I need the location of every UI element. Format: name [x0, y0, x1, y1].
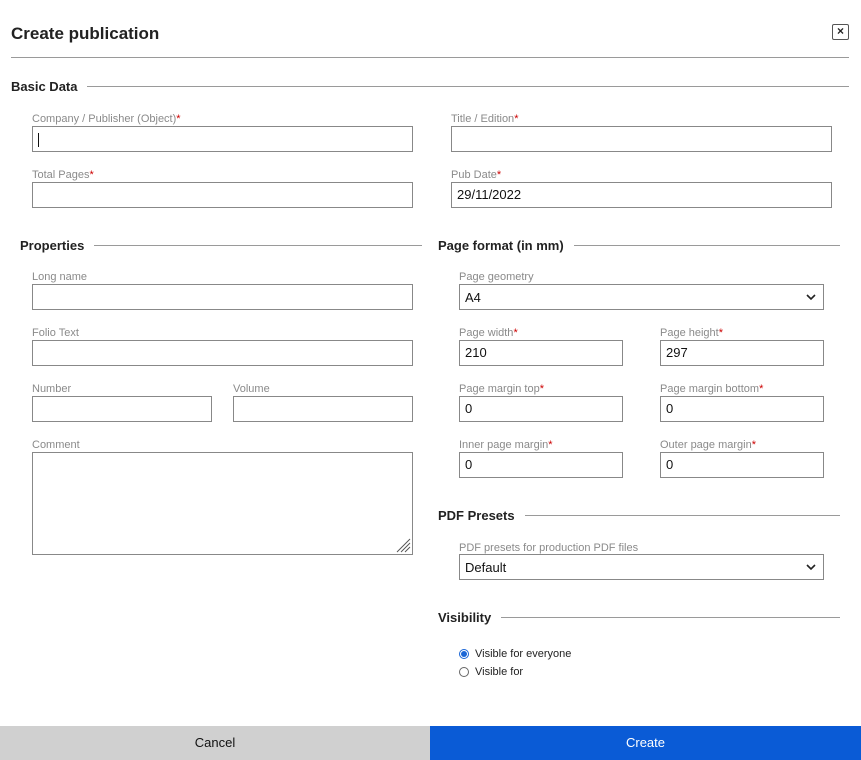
required-marker: * — [513, 327, 518, 339]
section-page-format — [438, 238, 840, 253]
field-label-text: Page margin bottom — [660, 383, 760, 395]
comment-label: Comment — [32, 439, 80, 451]
field-label-text: Page margin top — [459, 383, 540, 395]
margin-bottom-label — [660, 383, 763, 395]
outer-margin-input[interactable] — [660, 452, 824, 478]
section-divider — [525, 515, 840, 516]
margin-top-input[interactable] — [459, 396, 623, 422]
title-edition-input[interactable] — [451, 126, 832, 152]
radio-label: Visible for everyone — [475, 648, 572, 660]
section-title: Properties — [20, 238, 85, 253]
section-basic-data — [11, 79, 849, 94]
create-button[interactable]: Create — [430, 726, 861, 760]
radio-label: Visible for — [475, 666, 524, 678]
required-marker: * — [514, 113, 519, 125]
total-pages-label — [32, 169, 94, 181]
field-label-text: Page width — [459, 327, 514, 339]
comment-textarea[interactable] — [32, 452, 413, 555]
long-name-label: Long name — [32, 271, 88, 283]
select-value: Default — [465, 560, 507, 575]
select-value: A4 — [465, 290, 481, 305]
section-divider — [574, 245, 840, 246]
field-label-text: Title / Edition — [451, 113, 515, 125]
text-caret — [38, 133, 39, 147]
section-title: PDF Presets — [438, 508, 515, 523]
input-value: 210 — [465, 345, 487, 360]
total-pages-input[interactable] — [32, 182, 413, 208]
field-label-text: Page height — [660, 327, 719, 339]
margin-top-label — [459, 383, 544, 395]
section-divider — [501, 617, 840, 618]
input-value: 29/11/2022 — [457, 187, 522, 202]
section-properties — [20, 238, 422, 253]
margin-bottom-input[interactable] — [660, 396, 824, 422]
field-label-text: Inner page margin — [459, 439, 549, 451]
chevron-down-icon — [805, 291, 817, 303]
dialog-title: Create publication — [11, 24, 160, 43]
required-marker: * — [718, 327, 723, 339]
folio-text-input[interactable] — [32, 340, 413, 366]
outer-margin-label — [660, 439, 756, 451]
field-label-text: Pub Date — [451, 169, 497, 181]
input-value: 0 — [666, 401, 674, 416]
section-pdf-presets — [438, 508, 840, 523]
required-marker: * — [759, 383, 764, 395]
inner-margin-label — [459, 439, 553, 451]
required-marker: * — [751, 439, 756, 451]
page-height-label — [660, 327, 723, 339]
section-title: Basic Data — [11, 79, 78, 94]
volume-label: Volume — [233, 383, 270, 395]
visibility-option-everyone[interactable] — [459, 648, 571, 660]
resize-grip-icon[interactable] — [393, 535, 411, 553]
required-marker: * — [89, 169, 94, 181]
title-edition-label — [451, 113, 518, 125]
required-marker: * — [539, 383, 544, 395]
field-label-text: Company / Publisher (Object) — [32, 113, 177, 125]
page-geometry-label: Page geometry — [459, 271, 534, 283]
number-label: Number — [32, 383, 72, 395]
radio-unchecked-icon[interactable] — [459, 667, 469, 677]
section-title: Visibility — [438, 610, 492, 625]
section-divider — [87, 86, 849, 87]
field-label-text: Total Pages — [32, 169, 90, 181]
section-title: Page format (in mm) — [438, 238, 564, 253]
folio-text-label: Folio Text — [32, 327, 79, 339]
company-label — [32, 113, 181, 125]
required-marker: * — [176, 113, 181, 125]
long-name-input[interactable] — [32, 284, 413, 310]
close-button[interactable] — [832, 24, 849, 40]
company-input[interactable] — [32, 126, 413, 152]
visibility-option-visible-for[interactable] — [459, 666, 523, 678]
section-divider — [94, 245, 422, 246]
input-value: 297 — [666, 345, 688, 360]
page-width-label — [459, 327, 518, 339]
radio-checked-icon[interactable] — [459, 649, 469, 659]
pdf-preset-label: PDF presets for production PDF files — [459, 542, 639, 554]
required-marker: * — [496, 169, 502, 181]
close-icon: × — [836, 24, 844, 38]
volume-input[interactable] — [233, 396, 413, 422]
page-height-input[interactable] — [660, 340, 824, 366]
input-value: 0 — [666, 457, 674, 472]
number-input[interactable] — [32, 396, 212, 422]
chevron-down-icon — [805, 561, 817, 573]
pub-date-label — [451, 169, 501, 181]
input-value: 0 — [465, 457, 473, 472]
cancel-button[interactable]: Cancel — [0, 726, 430, 760]
section-visibility — [438, 610, 840, 625]
inner-margin-input[interactable] — [459, 452, 623, 478]
field-label-text: Outer page margin — [660, 439, 752, 451]
pdf-preset-select[interactable] — [459, 554, 824, 580]
page-width-input[interactable] — [459, 340, 623, 366]
required-marker: * — [548, 439, 553, 451]
title-divider — [11, 57, 849, 58]
page-geometry-select[interactable] — [459, 284, 824, 310]
input-value: 0 — [465, 401, 473, 416]
pub-date-input[interactable] — [451, 182, 832, 208]
